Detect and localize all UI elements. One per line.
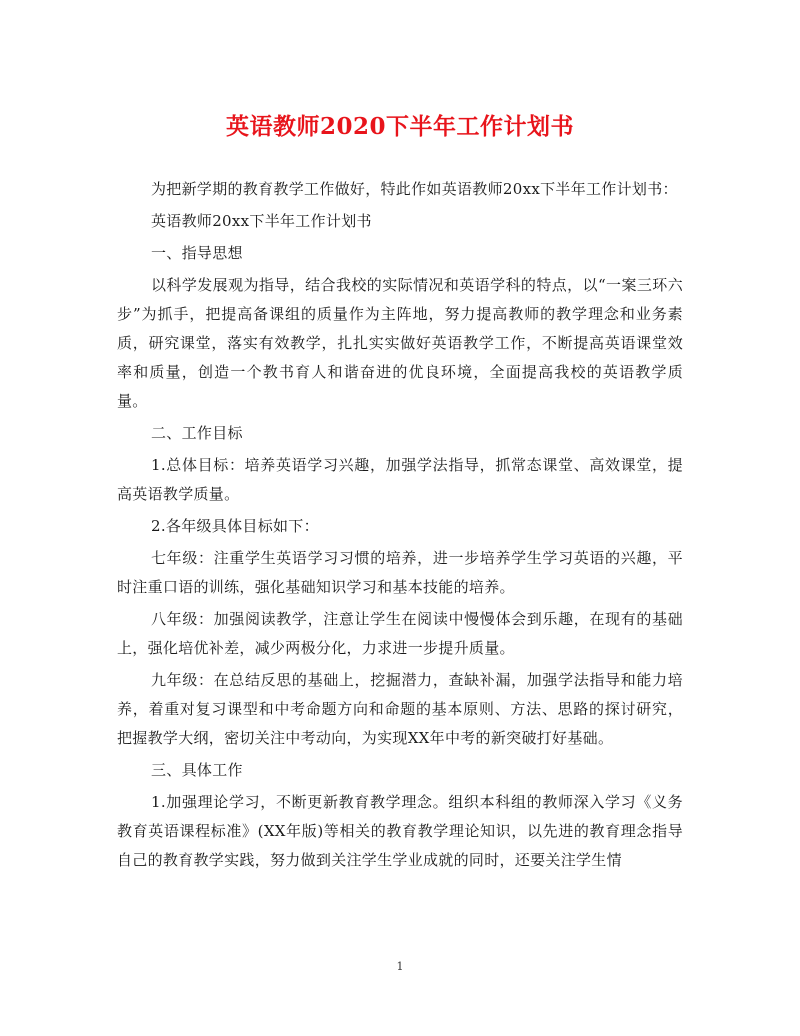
paragraph-intro: 为把新学期的教育教学工作做好，特此作如英语教师20xx下半年工作计划书： [151, 180, 678, 198]
paragraph-subtitle: 英语教师20xx下半年工作计划书 [151, 212, 372, 230]
paragraph-grade-eight: 八年级：加强阅读教学，注意让学生在阅读中慢慢体会到乐趣，在现有的基础上，强化培优补差，减少两极分化，力求进一步提升质量。 [117, 610, 683, 657]
paragraph-theory-study: 1.加强理论学习，不断更新教育教学理念。组织本科组的教师深入学习《义务教育英语课程标准》(XX年版)等相关的教育教学理论知识，以先进的教育理念指导自己的教育教学实践，努力做到关注学生学业成就的同时，还要关注学生情 [117, 793, 683, 869]
section-heading-guiding-ideology: 一、指导思想 [151, 244, 243, 262]
paragraph-guiding-ideology: 以科学发展观为指导，结合我校的实际情况和英语学科的特点，以“一案三环六步”为抓手，把提高备课组的质量作为主阵地，努力提高教师的教学理念和业务素质，研究课堂，落实有效教学，扎扎实实做好英语教学工作，不断提高英语课堂效率和质量，创造一个教书育人和谐奋进的优良环境，全面提高我校的英语教学质量。 [117, 276, 683, 410]
paragraph-grade-goals-intro: 2.各年级具体目标如下： [151, 517, 319, 535]
section-heading-work-goals: 二、工作目标 [151, 424, 243, 442]
paragraph-overall-goal: 1.总体目标：培养英语学习兴趣，加强学法指导，抓常态课堂、高效课堂，提高英语教学质量。 [117, 456, 683, 503]
section-heading-specific-work: 三、具体工作 [151, 761, 243, 779]
paragraph-grade-seven: 七年级：注重学生英语学习习惯的培养，进一步培养学生学习英语的兴趣，平时注重口语的训练，强化基础知识学习和基本技能的培养。 [117, 549, 683, 596]
document-title: 英语教师2020下半年工作计划书 [225, 113, 574, 140]
page-number: 1 [396, 960, 404, 973]
document-body [117, 175, 683, 878]
paragraph-grade-nine: 九年级：在总结反思的基础上，挖掘潜力，查缺补漏，加强学法指导和能力培养，着重对复习课型和中考命题方向和命题的基本原则、方法、思路的探讨研究，把握教学大纲，密切关注中考动向，为实现XX年中考的新突破打好基础。 [117, 671, 683, 747]
